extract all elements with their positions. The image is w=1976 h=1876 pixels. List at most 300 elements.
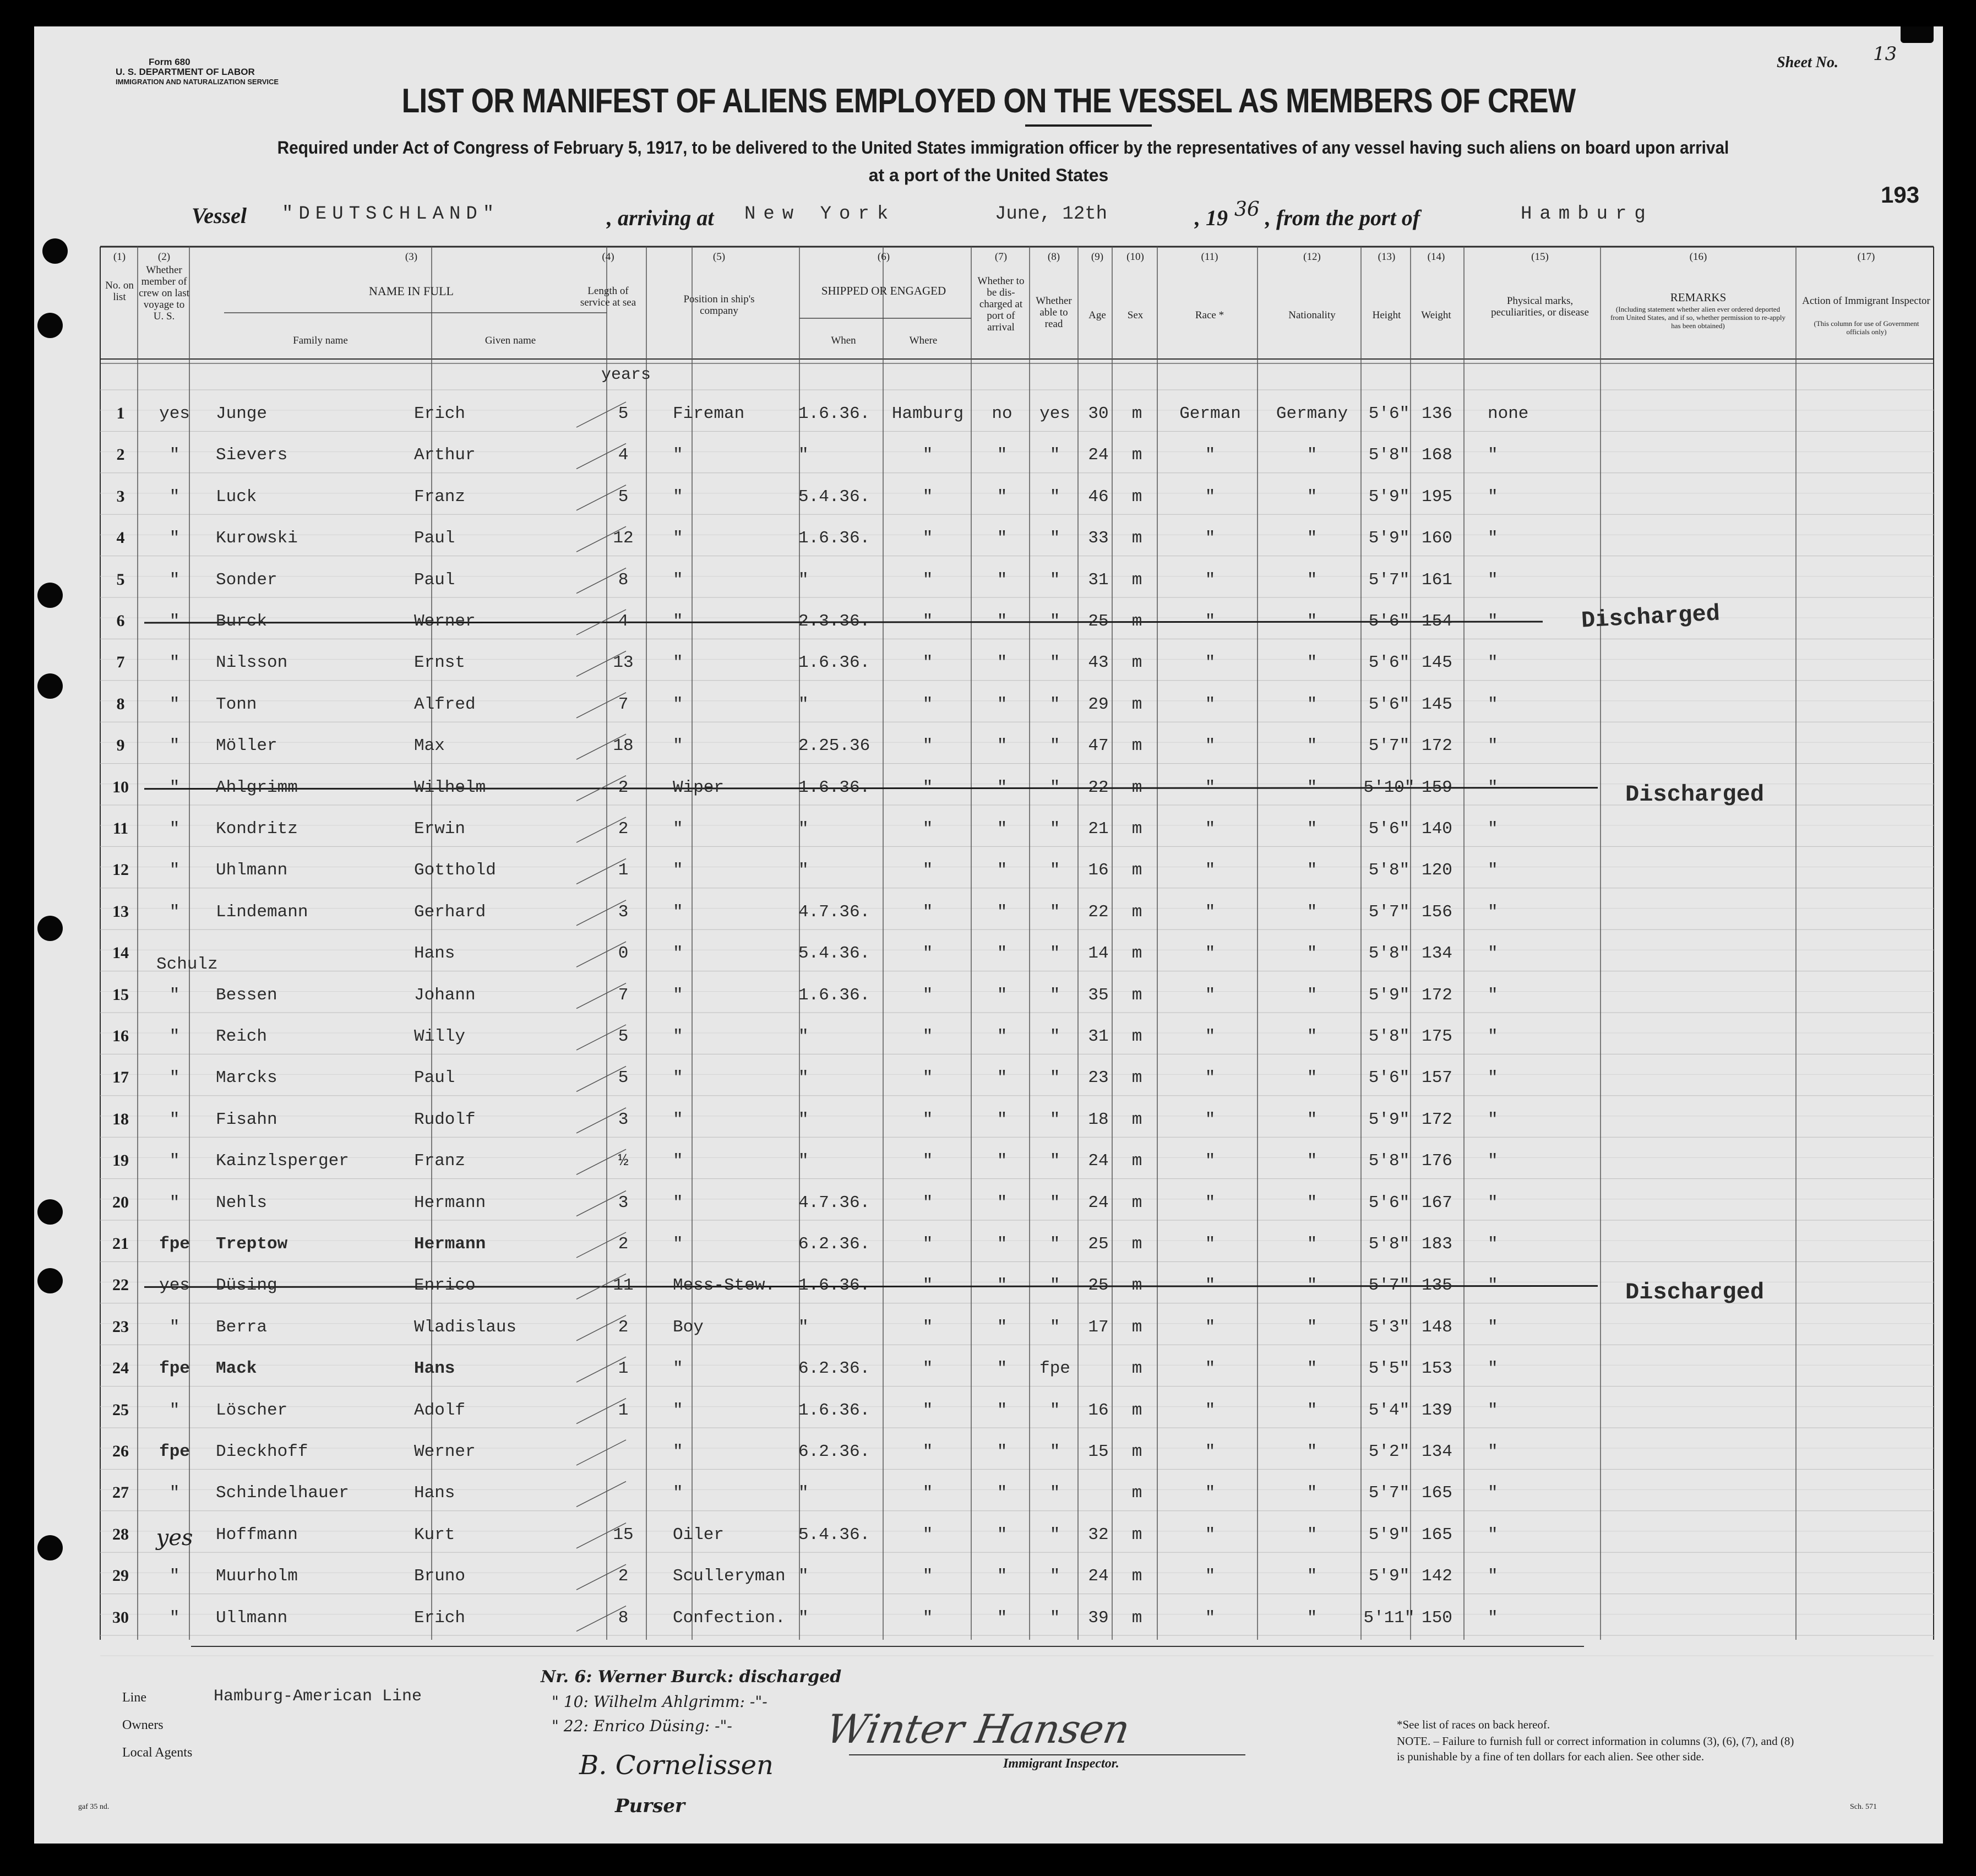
- row-number: 20: [112, 1193, 129, 1211]
- shipped-where: ": [922, 777, 933, 797]
- from-label: , from the port of: [1265, 205, 1420, 230]
- table-row: [34, 1525, 1943, 1558]
- weight: 160: [1422, 529, 1452, 548]
- shipped-when: ": [798, 861, 809, 880]
- sex: m: [1131, 1151, 1142, 1171]
- inspector-label: Immigrant Inspector.: [1003, 1757, 1119, 1771]
- punch-hole: [1901, 26, 1934, 43]
- crew-last-voyage: ": [169, 1608, 180, 1628]
- weight: 157: [1422, 1068, 1452, 1088]
- column-number: (2): [157, 251, 171, 263]
- age: 24: [1088, 445, 1109, 465]
- given-name: Kurt: [414, 1525, 455, 1545]
- note-text-2: is punishable by a fine of ten dollars for each alien. See other side.: [1397, 1750, 1705, 1763]
- shipped-where: ": [922, 529, 933, 548]
- given-name: Hans: [414, 1359, 455, 1379]
- line-label: Line: [122, 1690, 146, 1705]
- department: U. S. DEPARTMENT OF LABOR: [116, 67, 255, 77]
- column-number: (14): [1427, 251, 1445, 263]
- shipped-when: 2.3.36.: [798, 612, 870, 631]
- physical-marks: ": [1488, 487, 1498, 507]
- col-2-header: Whether member of crew on last voyage to U. S.: [139, 264, 189, 322]
- given-name: Gerhard: [414, 902, 486, 922]
- height: 5'9": [1368, 1525, 1410, 1545]
- crew-last-voyage: ": [169, 570, 180, 590]
- column-number: (11): [1201, 251, 1218, 263]
- family-name: Berra: [216, 1317, 268, 1337]
- sex: m: [1131, 1317, 1142, 1337]
- position: ": [673, 1027, 683, 1046]
- discharge-at-port: ": [997, 1151, 1008, 1171]
- given-name: Franz: [414, 1151, 466, 1171]
- arriving-port: New York: [744, 204, 896, 225]
- sex: m: [1131, 612, 1142, 631]
- discharge-at-port: ": [997, 1400, 1008, 1420]
- race: ": [1205, 1567, 1216, 1586]
- height: 5'7": [1368, 570, 1410, 590]
- height: 5'9": [1368, 985, 1410, 1005]
- sex: m: [1131, 404, 1142, 423]
- age: 33: [1088, 529, 1109, 548]
- service-length: 2: [618, 1235, 629, 1254]
- shipped-when: ": [798, 1110, 809, 1129]
- discharge-at-port: ": [997, 1567, 1008, 1586]
- col-14-header: Weight: [1421, 309, 1451, 321]
- position: ": [673, 1193, 683, 1212]
- row-number: 13: [112, 902, 129, 921]
- able-to-read: ": [1049, 1525, 1060, 1545]
- years-note: years: [601, 366, 651, 384]
- sex: m: [1131, 1110, 1142, 1129]
- age: 39: [1088, 1608, 1109, 1628]
- service-length: 1: [618, 1400, 629, 1420]
- race: ": [1205, 1110, 1216, 1129]
- nationality: ": [1307, 1608, 1318, 1628]
- weight: 134: [1422, 944, 1452, 964]
- shipped-when: 5.4.36.: [798, 1525, 870, 1545]
- age: 47: [1088, 736, 1109, 756]
- service-length: 7: [618, 694, 629, 714]
- able-to-read: ": [1049, 1151, 1060, 1171]
- able-to-read: ": [1049, 1483, 1060, 1503]
- table-row: [34, 1567, 1943, 1600]
- race: ": [1205, 1359, 1216, 1379]
- family-name: Ullmann: [216, 1608, 288, 1628]
- sex: m: [1131, 694, 1142, 714]
- sex: m: [1131, 1359, 1142, 1379]
- service-length: 3: [618, 902, 629, 922]
- height: 5'8": [1368, 944, 1410, 964]
- shipped-where: ": [922, 1359, 933, 1379]
- weight: 183: [1422, 1235, 1452, 1254]
- punch-hole: [37, 313, 63, 338]
- height: 5'7": [1368, 902, 1410, 922]
- table-row: [34, 1608, 1943, 1641]
- position: ": [673, 612, 683, 631]
- height: 5'7": [1368, 1276, 1410, 1296]
- col-11-header: Race *: [1195, 309, 1224, 321]
- shipped-where: ": [922, 902, 933, 922]
- family-name: Hoffmann: [216, 1525, 298, 1545]
- race: ": [1205, 1151, 1216, 1171]
- physical-marks: none: [1488, 404, 1529, 423]
- weight: 172: [1422, 1110, 1452, 1129]
- shipped-when: ": [798, 1567, 809, 1586]
- age: 18: [1088, 1110, 1109, 1129]
- family-name: Düsing: [216, 1276, 277, 1296]
- shipped-when: ": [798, 819, 809, 839]
- race: ": [1205, 1608, 1216, 1628]
- arrival-date: June, 12th: [995, 204, 1108, 225]
- physical-marks: ": [1488, 861, 1498, 880]
- col-16-subheader: (Including statement whether alien ever ordered deported from United States, and if so, whether permission to re-apply has been obtained): [1610, 305, 1786, 330]
- shipped-when: ": [798, 1151, 809, 1171]
- discharge-at-port: ": [997, 1525, 1008, 1545]
- physical-marks: ": [1488, 653, 1498, 673]
- family-name: Nilsson: [216, 653, 288, 673]
- race: German: [1179, 404, 1241, 423]
- race: ": [1205, 487, 1216, 507]
- crew-last-voyage: ": [169, 736, 180, 756]
- nationality: ": [1307, 653, 1318, 673]
- shipped-when: 1.6.36.: [798, 777, 870, 797]
- table-row: [34, 570, 1943, 603]
- row-number: 8: [116, 694, 125, 713]
- column-number: (3): [405, 251, 418, 263]
- col-17-subheader: (This column for use of Government officials only): [1814, 319, 1919, 336]
- age: 14: [1088, 944, 1109, 964]
- physical-marks: ": [1488, 1110, 1498, 1129]
- physical-marks: ": [1488, 1235, 1498, 1254]
- sex: m: [1131, 777, 1142, 797]
- given-name: Wladislaus: [414, 1317, 517, 1337]
- able-to-read: ": [1049, 902, 1060, 922]
- position: ": [673, 445, 683, 465]
- height: 5'8": [1368, 1027, 1410, 1046]
- shipped-where: ": [922, 487, 933, 507]
- physical-marks: ": [1488, 1276, 1498, 1296]
- row-number: 3: [116, 487, 125, 505]
- discharge-at-port: ": [997, 1235, 1008, 1254]
- table-row: [34, 1235, 1943, 1268]
- age: 16: [1088, 861, 1109, 880]
- race: ": [1205, 1525, 1216, 1545]
- crew-last-voyage: ": [169, 1027, 180, 1046]
- nationality: ": [1307, 612, 1318, 631]
- race: ": [1205, 902, 1216, 922]
- race: ": [1205, 653, 1216, 673]
- height: 5'11": [1363, 1608, 1415, 1628]
- position: ": [673, 1110, 683, 1129]
- height: 5'9": [1368, 1567, 1410, 1586]
- race: ": [1205, 1027, 1216, 1046]
- shipped-where: ": [922, 861, 933, 880]
- service-length: 2: [618, 819, 629, 839]
- row-number: 24: [112, 1359, 129, 1378]
- family-name: Fisahn: [216, 1110, 277, 1129]
- given-name: Erich: [414, 404, 466, 423]
- nationality: ": [1307, 570, 1318, 590]
- able-to-read: ": [1049, 612, 1060, 631]
- table-row: [34, 600, 1943, 645]
- weight: 145: [1422, 653, 1452, 673]
- physical-marks: ": [1488, 445, 1498, 465]
- table-row: [34, 1318, 1943, 1351]
- given-name: Johann: [414, 985, 476, 1005]
- nationality: ": [1307, 1110, 1318, 1129]
- row-number: 26: [112, 1442, 129, 1460]
- able-to-read: ": [1049, 985, 1060, 1005]
- able-to-read: fpe: [1039, 1359, 1070, 1379]
- given-name: Max: [414, 736, 445, 756]
- shipped-when: ": [798, 1027, 809, 1046]
- service-length: 8: [618, 1608, 629, 1628]
- sex: m: [1131, 861, 1142, 880]
- note-paragraph: [1397, 1734, 1794, 1748]
- column-number: (17): [1857, 251, 1875, 263]
- table-row: [34, 529, 1943, 562]
- table-row: [34, 1359, 1943, 1392]
- position: ": [673, 1068, 683, 1088]
- discharge-at-port: ": [997, 819, 1008, 839]
- crew-last-voyage: ": [169, 1483, 180, 1503]
- family-name: Sievers: [216, 445, 288, 465]
- column-number: (4): [602, 251, 614, 263]
- shipped-when: ": [798, 570, 809, 590]
- sex: m: [1131, 902, 1142, 922]
- table-row: [34, 1401, 1943, 1434]
- able-to-read: ": [1049, 1608, 1060, 1628]
- able-to-read: ": [1049, 445, 1060, 465]
- sex: m: [1131, 529, 1142, 548]
- shipped-when: 1.6.36.: [798, 1400, 870, 1420]
- position: Mess-Stew.: [673, 1276, 776, 1296]
- physical-marks: ": [1488, 694, 1498, 714]
- weight: 159: [1422, 777, 1452, 797]
- race: ": [1205, 944, 1216, 964]
- family-name: Reich: [216, 1027, 268, 1046]
- able-to-read: ": [1049, 570, 1060, 590]
- age: 17: [1088, 1317, 1109, 1337]
- row-number: 1: [116, 404, 125, 422]
- family-name: Kurowski: [216, 529, 298, 548]
- row-number: 30: [112, 1608, 129, 1627]
- crew-last-voyage: ": [169, 1110, 180, 1129]
- shipped-where: ": [922, 1151, 933, 1171]
- column-number: (1): [113, 251, 126, 263]
- weight: 154: [1422, 612, 1452, 631]
- able-to-read: ": [1049, 653, 1060, 673]
- nationality: ": [1307, 1068, 1318, 1088]
- position: ": [673, 1400, 683, 1420]
- given-name: Willy: [414, 1027, 466, 1046]
- shipped-where: ": [922, 1110, 933, 1129]
- service-length: ½: [618, 1151, 629, 1171]
- table-row: [34, 1276, 1943, 1309]
- race: ": [1205, 1442, 1216, 1461]
- shipped-where: ": [922, 612, 933, 631]
- weight: 176: [1422, 1151, 1452, 1171]
- height: 5'5": [1368, 1359, 1410, 1379]
- family-name-header: Family name: [293, 335, 348, 346]
- age: 24: [1088, 1151, 1109, 1171]
- shipped-where: ": [922, 1400, 933, 1420]
- discharge-at-port: ": [997, 1110, 1008, 1129]
- sex: m: [1131, 445, 1142, 465]
- table-row: [34, 1068, 1943, 1101]
- discharge-at-port: ": [997, 985, 1008, 1005]
- shipped-where: ": [922, 1068, 933, 1088]
- weight: 161: [1422, 570, 1452, 590]
- family-name: Junge: [216, 404, 268, 423]
- form-number: Form 680: [149, 57, 190, 67]
- race: ": [1205, 445, 1216, 465]
- physical-marks: ": [1488, 736, 1498, 756]
- shipped-where: ": [922, 1317, 933, 1337]
- column-number: (13): [1378, 251, 1396, 263]
- discharge-at-port: ": [997, 1483, 1008, 1503]
- able-to-read: ": [1049, 1110, 1060, 1129]
- sex: m: [1131, 1483, 1142, 1503]
- family-name: Dieckhoff: [216, 1442, 308, 1461]
- able-to-read: ": [1049, 736, 1060, 756]
- discharge-at-port: ": [997, 777, 1008, 797]
- discharge-at-port: ": [997, 944, 1008, 964]
- crew-last-voyage: ": [169, 1400, 180, 1420]
- height: 5'9": [1368, 487, 1410, 507]
- crew-last-voyage: ": [169, 1151, 180, 1171]
- able-to-read: ": [1049, 1235, 1060, 1254]
- inspector-signature: Winter Hansen: [823, 1706, 1134, 1752]
- col-10-header: Sex: [1127, 309, 1144, 321]
- position: ": [673, 529, 683, 548]
- physical-marks: ": [1488, 1359, 1498, 1379]
- row-number: 2: [116, 445, 125, 464]
- table-row: [34, 1442, 1943, 1475]
- service-length: 15: [613, 1525, 634, 1545]
- weight: 172: [1422, 985, 1452, 1005]
- physical-marks: ": [1488, 612, 1498, 631]
- shipped-when: 6.2.36.: [798, 1359, 870, 1379]
- page-number: 193: [1881, 182, 1920, 208]
- age: 24: [1088, 1193, 1109, 1212]
- weight: 165: [1422, 1483, 1452, 1503]
- col-15-header: Physical marks, peculiarities, or disease: [1491, 295, 1589, 318]
- given-name: Hermann: [414, 1193, 486, 1212]
- shipped-where: Hamburg: [891, 404, 964, 423]
- row-number: 6: [116, 612, 125, 630]
- discharge-at-port: ": [997, 694, 1008, 714]
- weight: 172: [1422, 736, 1452, 756]
- col-8-header: Whether able to read: [1036, 295, 1072, 330]
- local-agents-label: Local Agents: [122, 1746, 193, 1760]
- crew-last-voyage: ": [169, 653, 180, 673]
- shipped-when: 5.4.36.: [798, 944, 870, 964]
- height: 5'6": [1368, 819, 1410, 839]
- able-to-read: ": [1049, 819, 1060, 839]
- page-title: LIST OR MANIFEST OF ALIENS EMPLOYED ON THE VESSEL AS MEMBERS OF CREW: [401, 82, 1576, 120]
- weight: 150: [1422, 1608, 1452, 1628]
- crew-last-voyage: ": [169, 819, 180, 839]
- sex: m: [1131, 1442, 1142, 1461]
- shipped-where: ": [922, 736, 933, 756]
- height: 5'9": [1368, 1110, 1410, 1129]
- inspector-signature-line: [849, 1754, 1245, 1755]
- age: 15: [1088, 1442, 1109, 1461]
- shipped-when: ": [798, 1317, 809, 1337]
- sex: m: [1131, 1235, 1142, 1254]
- position: ": [673, 1359, 683, 1379]
- discharge-at-port: ": [997, 1359, 1008, 1379]
- height: 5'8": [1368, 1235, 1410, 1254]
- given-name: Hans: [414, 944, 455, 964]
- nationality: Germany: [1276, 404, 1348, 423]
- service-length: 2: [618, 1317, 629, 1337]
- given-name-header: Given name: [485, 335, 536, 346]
- row-number: 11: [112, 819, 129, 838]
- given-name: Bruno: [414, 1567, 466, 1586]
- family-name: Uhlmann: [216, 861, 288, 880]
- race: ": [1205, 694, 1216, 714]
- age: 25: [1088, 1235, 1109, 1254]
- physical-marks: ": [1488, 1442, 1498, 1461]
- weight: 167: [1422, 1193, 1452, 1212]
- sex: m: [1131, 1525, 1142, 1545]
- given-name: Erwin: [414, 819, 466, 839]
- column-number: (10): [1126, 251, 1144, 263]
- remark-stamp: Discharged: [1580, 600, 1721, 634]
- height: 5'6": [1368, 653, 1410, 673]
- shipped-when: 6.2.36.: [798, 1235, 870, 1254]
- height: 5'9": [1368, 529, 1410, 548]
- service-length: 4: [618, 612, 629, 631]
- row-number: 25: [112, 1400, 129, 1419]
- family-name: Nehls: [216, 1193, 268, 1212]
- purser-label: Purser: [615, 1795, 685, 1817]
- shipped-when: 1.6.36.: [798, 529, 870, 548]
- weight: 165: [1422, 1525, 1452, 1545]
- row-number: 15: [112, 985, 129, 1004]
- service-length: 13: [613, 653, 634, 673]
- given-name: Enrico: [414, 1276, 476, 1296]
- physical-marks: ": [1488, 985, 1498, 1005]
- physical-marks: ": [1488, 1317, 1498, 1337]
- service-length: 18: [613, 736, 634, 756]
- age: 25: [1088, 612, 1109, 631]
- table-row: [34, 1193, 1943, 1226]
- sex: m: [1131, 736, 1142, 756]
- family-name: Treptow: [216, 1235, 288, 1254]
- nationality: ": [1307, 1235, 1318, 1254]
- column-number: (12): [1303, 251, 1321, 263]
- row-number: 10: [112, 777, 129, 796]
- row-number: 17: [112, 1068, 129, 1087]
- position: ": [673, 1235, 683, 1254]
- nationality: ": [1307, 529, 1318, 548]
- position: Boy: [673, 1317, 704, 1337]
- row-number: 19: [112, 1151, 129, 1170]
- family-name: Mack: [216, 1359, 257, 1379]
- age: 31: [1088, 1027, 1109, 1046]
- physical-marks: ": [1488, 1525, 1498, 1545]
- discharge-at-port: ": [997, 861, 1008, 880]
- crew-last-voyage: Schulz: [156, 955, 218, 975]
- given-name: Ernst: [414, 653, 466, 673]
- able-to-read: ": [1049, 1068, 1060, 1088]
- table-row: [34, 653, 1943, 686]
- service-length: 7: [618, 985, 629, 1005]
- discharge-at-port: ": [997, 736, 1008, 756]
